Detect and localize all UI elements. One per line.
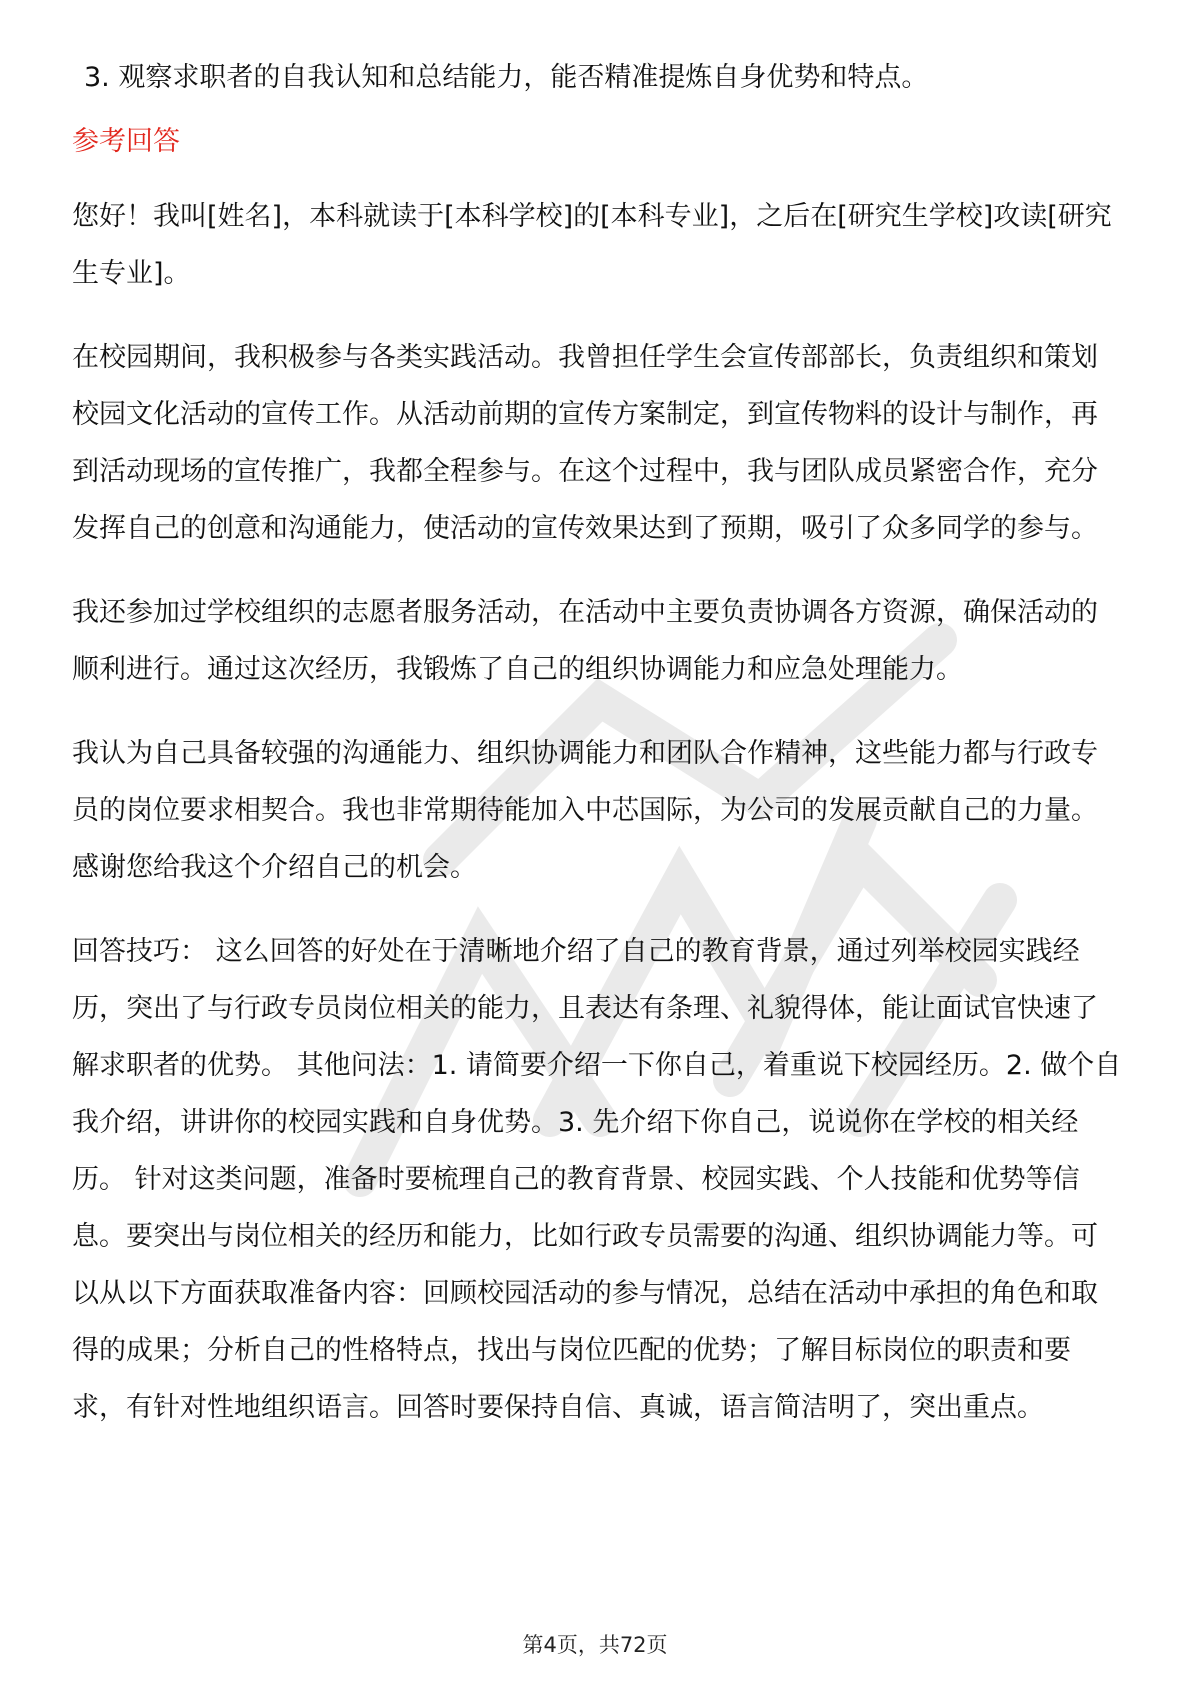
answer-paragraph-campus: 在校园期间，我积极参与各类实践活动。我曾担任学生会宣传部部长，负责组织和策划校园文化活动的宣传工作。从活动前期的宣传方案制定，到宣传物料的设计与制作，再到活动现场的宣传推广，我都全程参与。在这个过程中，我与团队成员紧密合作，充分发挥自己的创意和沟通能力，使活动的宣传效果达到了预期，吸引了众多同学的参与。: [72, 342, 1098, 544]
evaluation-point-3: 3. 观察求职者的自我认知和总结能力，能否精准提炼自身优势和特点。: [84, 62, 929, 93]
answer-paragraph-volunteer: 我还参加过学校组织的志愿者服务活动，在活动中主要负责协调各方资源，确保活动的顺利进行。通过这次经历，我锻炼了自己的组织协调能力和应急处理能力。: [72, 597, 1098, 685]
answer-paragraph-intro: 您好！我叫[姓名]，本科就读于[本科学校]的[本科专业]，之后在[研究生学校]攻读[研究生专业]。: [72, 201, 1112, 289]
answer-paragraph-conclusion: 我认为自己具备较强的沟通能力、组织协调能力和团队合作精神，这些能力都与行政专员的岗位要求相契合。我也非常期待能加入中芯国际，为公司的发展贡献自己的力量。感谢您给我这个介绍自己的机会。: [72, 738, 1098, 883]
page-number-footer: 第4页，共72页: [522, 1633, 668, 1657]
answer-tips-paragraph: 回答技巧： 这么回答的好处在于清晰地介绍了自己的教育背景，通过列举校园实践经历，突出了与行政专员岗位相关的能力，且表达有条理、礼貌得体，能让面试官快速了解求职者的优势。 其他问法：1. 请简要介绍一下你自己，着重说下校园经历。2. 做个自我介绍，讲讲你的校园实践和自身优势。3. 先介绍下你自己，说说你在学校的相关经历。 针对这类问题，准备时要梳理自己的教育背景、校园实践、个人技能和优势等信息。要突出与岗位相关的经历和能力，比如行政专员需要的沟通、组织协调能力等。可以从以下方面获取准备内容：回顾校园活动的参与情况，总结在活动中承担的角色和取得的成果；分析自己的性格特点，找出与岗位匹配的优势；了解目标岗位的职责和要求，有针对性地组织语言。回答时要保持自信、真诚，语言简洁明了，突出重点。: [72, 936, 1122, 1423]
section-title-reference-answer: 参考回答: [72, 126, 180, 157]
document-body: [72, 58, 1122, 1463]
